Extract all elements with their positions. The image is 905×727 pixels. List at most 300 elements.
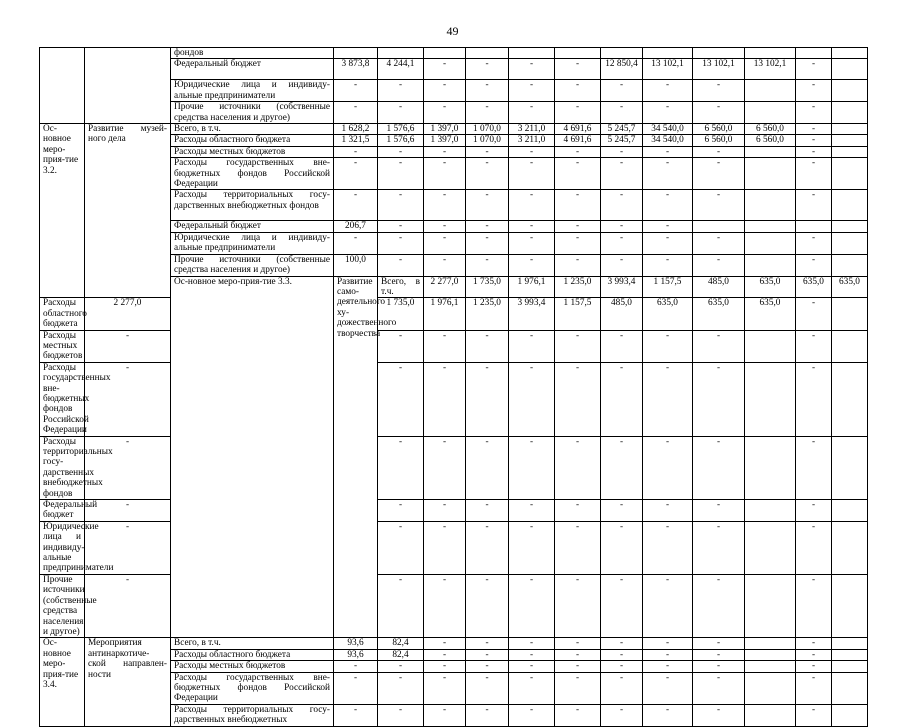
value-cell: 1 976,1 xyxy=(509,276,555,298)
value-cell: 13 102,1 xyxy=(693,59,745,80)
value-cell xyxy=(555,48,601,59)
value-cell: - xyxy=(85,362,171,436)
value-cell: - xyxy=(466,436,509,499)
value-cell: - xyxy=(466,146,509,157)
value-cell: - xyxy=(601,232,643,254)
value-cell: - xyxy=(601,362,643,436)
funding-source: Всего, в т.ч. xyxy=(171,638,334,649)
value-cell xyxy=(643,48,693,59)
value-cell: - xyxy=(693,330,745,362)
budget-table-body xyxy=(40,48,868,727)
funding-source: Расходы местных бюджетов xyxy=(171,146,334,157)
value-cell: - xyxy=(466,59,509,80)
value-cell: - xyxy=(693,661,745,672)
value-cell xyxy=(466,48,509,59)
value-cell: - xyxy=(555,80,601,102)
value-cell xyxy=(832,190,868,221)
funding-source: Расходы областного бюджета xyxy=(171,135,334,146)
value-cell: - xyxy=(85,330,171,362)
value-cell: 6 560,0 xyxy=(745,135,796,146)
value-cell: 1 735,0 xyxy=(378,298,424,330)
value-cell: - xyxy=(643,102,693,124)
value-cell: - xyxy=(509,436,555,499)
value-cell: 1 157,5 xyxy=(555,298,601,330)
value-cell xyxy=(832,574,868,637)
value-cell: - xyxy=(466,102,509,124)
value-cell: - xyxy=(796,521,832,574)
value-cell: - xyxy=(643,80,693,102)
value-cell: - xyxy=(693,704,745,726)
value-cell: 4 691,6 xyxy=(555,135,601,146)
value-cell xyxy=(334,48,378,59)
funding-source: Расходы областного бюджета xyxy=(171,649,334,660)
value-cell xyxy=(745,500,796,522)
funding-source: Расходы местных бюджетов xyxy=(40,330,85,362)
activity-name: Развитие само-деятельного ху-дожественного творчества xyxy=(334,276,378,638)
funding-source: Всего, в т.ч. xyxy=(378,276,424,298)
value-cell xyxy=(745,704,796,726)
value-cell xyxy=(693,48,745,59)
value-cell: - xyxy=(796,135,832,146)
value-cell: - xyxy=(378,521,424,574)
value-cell xyxy=(745,221,796,232)
table-row xyxy=(40,362,868,436)
value-cell: 100,0 xyxy=(334,254,378,276)
page-number: 49 xyxy=(446,24,459,38)
value-cell: - xyxy=(693,649,745,660)
funding-source: Федеральный бюджет xyxy=(171,59,334,80)
value-cell: - xyxy=(509,661,555,672)
value-cell: - xyxy=(555,661,601,672)
value-cell: - xyxy=(796,59,832,80)
value-cell: - xyxy=(378,661,424,672)
value-cell: - xyxy=(424,638,466,649)
value-cell xyxy=(745,190,796,221)
value-cell: 1 735,0 xyxy=(466,276,509,298)
value-cell: - xyxy=(796,704,832,726)
value-cell: - xyxy=(796,672,832,704)
value-cell: - xyxy=(796,436,832,499)
table-row xyxy=(40,436,868,499)
value-cell: 34 540,0 xyxy=(643,135,693,146)
value-cell: - xyxy=(601,158,643,190)
value-cell: 3 211,0 xyxy=(509,124,555,135)
value-cell: - xyxy=(601,80,643,102)
value-cell xyxy=(832,362,868,436)
value-cell xyxy=(745,102,796,124)
value-cell: - xyxy=(601,221,643,232)
value-cell xyxy=(832,298,868,330)
value-cell xyxy=(378,48,424,59)
value-cell: - xyxy=(555,254,601,276)
value-cell: - xyxy=(796,362,832,436)
value-cell: - xyxy=(509,362,555,436)
value-cell: - xyxy=(509,521,555,574)
value-cell xyxy=(509,48,555,59)
value-cell: - xyxy=(796,298,832,330)
value-cell: - xyxy=(334,80,378,102)
value-cell: - xyxy=(693,521,745,574)
value-cell xyxy=(693,221,745,232)
value-cell: - xyxy=(643,146,693,157)
value-cell: - xyxy=(466,574,509,637)
value-cell: - xyxy=(378,232,424,254)
value-cell: - xyxy=(693,190,745,221)
value-cell: - xyxy=(555,158,601,190)
value-cell: - xyxy=(555,59,601,80)
value-cell: - xyxy=(601,190,643,221)
value-cell: - xyxy=(796,649,832,660)
value-cell: - xyxy=(334,661,378,672)
value-cell: 6 560,0 xyxy=(745,124,796,135)
value-cell: - xyxy=(693,158,745,190)
value-cell: - xyxy=(693,146,745,157)
value-cell: - xyxy=(424,254,466,276)
value-cell: - xyxy=(334,190,378,221)
value-cell: - xyxy=(424,436,466,499)
value-cell: - xyxy=(466,521,509,574)
value-cell: - xyxy=(466,704,509,726)
value-cell: 1 321,5 xyxy=(334,135,378,146)
value-cell: - xyxy=(796,638,832,649)
value-cell: - xyxy=(643,672,693,704)
value-cell: - xyxy=(643,254,693,276)
funding-source: фондов xyxy=(171,48,334,59)
value-cell: - xyxy=(378,500,424,522)
value-cell: - xyxy=(643,521,693,574)
value-cell xyxy=(832,80,868,102)
value-cell: - xyxy=(555,330,601,362)
value-cell: - xyxy=(334,672,378,704)
value-cell xyxy=(601,48,643,59)
funding-source: Юридические лица и индивиду-альные предприниматели xyxy=(171,232,334,254)
value-cell: - xyxy=(693,362,745,436)
value-cell: 635,0 xyxy=(745,276,796,298)
value-cell: - xyxy=(693,672,745,704)
value-cell: - xyxy=(509,232,555,254)
value-cell: - xyxy=(509,146,555,157)
value-cell: - xyxy=(796,574,832,637)
value-cell: - xyxy=(378,221,424,232)
value-cell: - xyxy=(509,221,555,232)
value-cell xyxy=(832,672,868,704)
value-cell: - xyxy=(509,190,555,221)
value-cell: - xyxy=(796,158,832,190)
activity-code: Ос-новное меро-прия-тие 3.3. xyxy=(171,276,334,638)
value-cell: - xyxy=(509,330,555,362)
value-cell: - xyxy=(693,500,745,522)
value-cell: - xyxy=(466,330,509,362)
value-cell: - xyxy=(85,500,171,522)
value-cell: - xyxy=(378,146,424,157)
value-cell: 1 976,1 xyxy=(424,298,466,330)
value-cell: - xyxy=(378,704,424,726)
value-cell: 1 070,0 xyxy=(466,124,509,135)
value-cell: - xyxy=(424,102,466,124)
value-cell: - xyxy=(509,672,555,704)
value-cell: 635,0 xyxy=(643,298,693,330)
value-cell: - xyxy=(643,574,693,637)
value-cell: - xyxy=(85,436,171,499)
value-cell xyxy=(745,80,796,102)
value-cell: 206,7 xyxy=(334,221,378,232)
value-cell: - xyxy=(601,704,643,726)
funding-source: Прочие источники (собственные средства населения и другое) xyxy=(171,102,334,124)
value-cell: - xyxy=(601,649,643,660)
value-cell: - xyxy=(796,146,832,157)
value-cell: 93,6 xyxy=(334,649,378,660)
budget-table xyxy=(39,47,868,727)
value-cell: 635,0 xyxy=(832,276,868,298)
value-cell: - xyxy=(555,521,601,574)
value-cell xyxy=(832,124,868,135)
value-cell: - xyxy=(643,221,693,232)
value-cell: - xyxy=(509,59,555,80)
funding-source: Прочие источники (собственные средства населения и другое) xyxy=(40,574,85,637)
value-cell: - xyxy=(378,330,424,362)
funding-source: Расходы государственных вне-бюджетных фондов Российской Федерации xyxy=(171,672,334,704)
funding-source: Расходы территориальных госу-дарственных внебюджетных фондов xyxy=(171,190,334,221)
value-cell: - xyxy=(796,124,832,135)
value-cell: 13 102,1 xyxy=(745,59,796,80)
activity-name: Развитие музей-ного дела xyxy=(85,124,171,298)
value-cell: - xyxy=(378,574,424,637)
value-cell: - xyxy=(466,254,509,276)
value-cell: 1 397,0 xyxy=(424,124,466,135)
value-cell: - xyxy=(378,158,424,190)
value-cell xyxy=(832,158,868,190)
activity-code: Ос-новное меро-прия-тие 3.2. xyxy=(40,124,85,298)
value-cell: - xyxy=(796,232,832,254)
value-cell: - xyxy=(509,254,555,276)
value-cell xyxy=(796,48,832,59)
value-cell: - xyxy=(424,146,466,157)
value-cell xyxy=(832,330,868,362)
value-cell: - xyxy=(643,661,693,672)
value-cell: 2 277,0 xyxy=(85,298,171,330)
funding-source: Расходы государственных вне-бюджетных фондов Российской Федерации xyxy=(171,158,334,190)
value-cell: - xyxy=(693,436,745,499)
funding-source: Юридические лица и индивиду-альные предприниматели xyxy=(171,80,334,102)
value-cell: - xyxy=(601,436,643,499)
value-cell: - xyxy=(796,330,832,362)
activity-code: Ос-новное меро-прия-тие 3.4. xyxy=(40,638,85,726)
value-cell: - xyxy=(693,254,745,276)
value-cell: - xyxy=(796,500,832,522)
value-cell: 4 691,6 xyxy=(555,124,601,135)
value-cell: 4 244,1 xyxy=(378,59,424,80)
value-cell: - xyxy=(601,672,643,704)
value-cell: - xyxy=(693,232,745,254)
value-cell: - xyxy=(601,102,643,124)
value-cell: - xyxy=(643,500,693,522)
value-cell: - xyxy=(643,436,693,499)
value-cell: - xyxy=(85,574,171,637)
value-cell: - xyxy=(466,638,509,649)
value-cell: - xyxy=(796,190,832,221)
value-cell xyxy=(745,362,796,436)
value-cell: - xyxy=(601,661,643,672)
value-cell: 1 235,0 xyxy=(466,298,509,330)
value-cell: 13 102,1 xyxy=(643,59,693,80)
value-cell: - xyxy=(643,190,693,221)
value-cell xyxy=(832,135,868,146)
value-cell: 93,6 xyxy=(334,638,378,649)
value-cell: 5 245,7 xyxy=(601,124,643,135)
value-cell: - xyxy=(424,190,466,221)
value-cell: - xyxy=(509,102,555,124)
value-cell: - xyxy=(424,704,466,726)
value-cell: - xyxy=(693,638,745,649)
value-cell: - xyxy=(643,232,693,254)
value-cell: - xyxy=(796,80,832,102)
value-cell: - xyxy=(693,574,745,637)
activity-name xyxy=(85,48,171,124)
value-cell: - xyxy=(466,190,509,221)
value-cell: - xyxy=(378,102,424,124)
value-cell xyxy=(745,436,796,499)
value-cell xyxy=(832,221,868,232)
value-cell: - xyxy=(601,638,643,649)
value-cell: 2 277,0 xyxy=(424,276,466,298)
value-cell: - xyxy=(509,649,555,660)
value-cell xyxy=(832,102,868,124)
value-cell: - xyxy=(378,672,424,704)
value-cell: - xyxy=(424,500,466,522)
value-cell xyxy=(424,48,466,59)
value-cell: 1 576,6 xyxy=(378,124,424,135)
value-cell: - xyxy=(466,362,509,436)
value-cell: - xyxy=(643,330,693,362)
value-cell: 1 576,6 xyxy=(378,135,424,146)
value-cell: - xyxy=(601,500,643,522)
value-cell: - xyxy=(424,158,466,190)
funding-source: Расходы территориальных госу-дарственных внебюджетных фондов xyxy=(40,436,85,499)
value-cell xyxy=(745,672,796,704)
value-cell: - xyxy=(601,254,643,276)
value-cell xyxy=(745,254,796,276)
value-cell: - xyxy=(466,649,509,660)
value-cell: - xyxy=(424,80,466,102)
funding-source: Всего, в т.ч. xyxy=(171,124,334,135)
value-cell: 635,0 xyxy=(745,298,796,330)
value-cell: 1 628,2 xyxy=(334,124,378,135)
funding-source: Юридические лица и индивиду-альные предприниматели xyxy=(40,521,85,574)
value-cell: - xyxy=(555,146,601,157)
value-cell: - xyxy=(378,190,424,221)
value-cell: - xyxy=(424,672,466,704)
table-row xyxy=(40,298,868,330)
value-cell xyxy=(745,638,796,649)
value-cell: 6 560,0 xyxy=(693,135,745,146)
value-cell: 635,0 xyxy=(796,276,832,298)
value-cell: - xyxy=(466,661,509,672)
value-cell: 82,4 xyxy=(378,638,424,649)
value-cell xyxy=(832,638,868,649)
value-cell: - xyxy=(424,221,466,232)
value-cell xyxy=(832,500,868,522)
value-cell: 82,4 xyxy=(378,649,424,660)
value-cell: - xyxy=(509,704,555,726)
value-cell: - xyxy=(555,232,601,254)
value-cell: - xyxy=(424,574,466,637)
value-cell: - xyxy=(334,146,378,157)
value-cell: - xyxy=(555,500,601,522)
value-cell: - xyxy=(466,80,509,102)
value-cell: - xyxy=(378,254,424,276)
value-cell: - xyxy=(693,102,745,124)
value-cell xyxy=(832,661,868,672)
value-cell xyxy=(832,704,868,726)
value-cell: - xyxy=(555,436,601,499)
value-cell: 635,0 xyxy=(693,298,745,330)
value-cell: - xyxy=(796,254,832,276)
table-row xyxy=(40,48,868,59)
value-cell: - xyxy=(424,330,466,362)
value-cell: - xyxy=(509,638,555,649)
value-cell xyxy=(745,661,796,672)
value-cell xyxy=(832,649,868,660)
value-cell: - xyxy=(555,672,601,704)
table-row xyxy=(40,638,868,649)
value-cell: - xyxy=(466,232,509,254)
value-cell: - xyxy=(555,102,601,124)
value-cell: - xyxy=(424,661,466,672)
value-cell: - xyxy=(601,521,643,574)
table-row xyxy=(40,574,868,637)
funding-source: Федеральный бюджет xyxy=(40,500,85,522)
value-cell: 485,0 xyxy=(693,276,745,298)
value-cell xyxy=(832,254,868,276)
funding-source: Расходы областного бюджета xyxy=(40,298,85,330)
value-cell xyxy=(832,521,868,574)
value-cell: 485,0 xyxy=(601,298,643,330)
funding-source: Расходы местных бюджетов xyxy=(171,661,334,672)
value-cell: 12 850,4 xyxy=(601,59,643,80)
value-cell: - xyxy=(334,232,378,254)
table-row xyxy=(40,521,868,574)
value-cell xyxy=(832,232,868,254)
value-cell: - xyxy=(424,59,466,80)
value-cell: - xyxy=(466,672,509,704)
value-cell: - xyxy=(555,574,601,637)
value-cell: - xyxy=(85,521,171,574)
value-cell: - xyxy=(466,500,509,522)
value-cell: - xyxy=(424,232,466,254)
value-cell xyxy=(745,48,796,59)
value-cell: - xyxy=(424,362,466,436)
activity-code xyxy=(40,48,85,124)
value-cell xyxy=(832,436,868,499)
value-cell xyxy=(745,574,796,637)
value-cell: 3 211,0 xyxy=(509,135,555,146)
value-cell: 1 397,0 xyxy=(424,135,466,146)
value-cell xyxy=(832,59,868,80)
value-cell xyxy=(745,232,796,254)
value-cell: 3 993,4 xyxy=(509,298,555,330)
value-cell: 1 157,5 xyxy=(643,276,693,298)
table-row xyxy=(40,124,868,135)
value-cell: - xyxy=(643,649,693,660)
value-cell: - xyxy=(555,362,601,436)
value-cell xyxy=(745,521,796,574)
value-cell: - xyxy=(555,638,601,649)
funding-source: Расходы территориальных госу-дарственных внебюджетных xyxy=(171,704,334,726)
value-cell: - xyxy=(466,158,509,190)
value-cell: - xyxy=(334,102,378,124)
value-cell: - xyxy=(509,80,555,102)
value-cell: - xyxy=(509,574,555,637)
